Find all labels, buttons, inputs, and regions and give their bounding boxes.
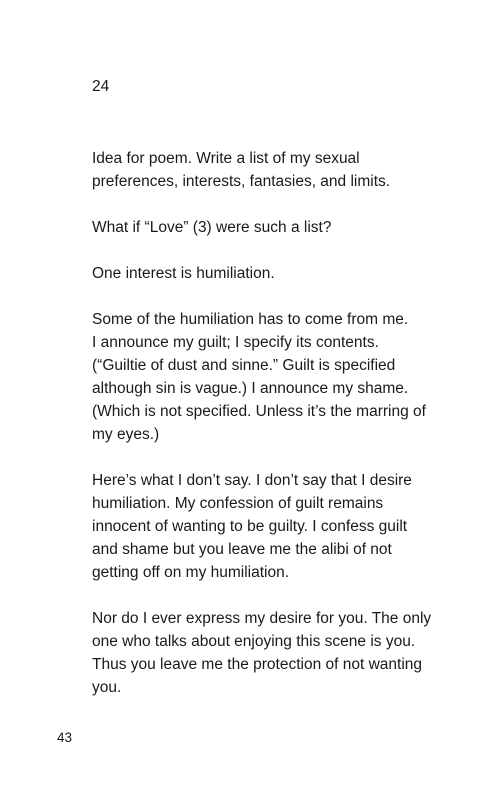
text-line: Thus you leave me the protection of not wanting (92, 656, 423, 673)
paragraph-2 (92, 216, 452, 239)
text-line: Some of the humiliation has to come from me. (92, 311, 409, 328)
text-line: What if “Love” (3) were such a list? (92, 219, 332, 236)
paragraph-1 (92, 147, 452, 193)
text-line: getting off on my humiliation. (92, 564, 290, 581)
body-text (92, 147, 452, 699)
text-line: one who talks about enjoying this scene is you. (92, 633, 416, 650)
text-line: (“Guiltie of dust and sinne.” Guilt is specified (92, 357, 396, 374)
text-line: I announce my guilt; I specify its contents. (92, 334, 379, 351)
text-line: preferences, interests, fantasies, and limits. (92, 173, 391, 190)
page-number: 43 (57, 730, 73, 745)
section-number: 24 (92, 78, 110, 95)
text-line: Idea for poem. Write a list of my sexual (92, 150, 360, 167)
paragraph-3 (92, 262, 452, 285)
text-line: Here’s what I don’t say. I don’t say that I desire (92, 472, 412, 489)
text-line: Nor do I ever express my desire for you. The only (92, 610, 432, 627)
text-line: my eyes.) (92, 426, 160, 443)
text-line: humiliation. My confession of guilt remains (92, 495, 384, 512)
text-line: and shame but you leave me the alibi of not (92, 541, 392, 558)
paragraph-4 (92, 308, 452, 446)
text-line: although sin is vague.) I announce my shame. (92, 380, 409, 397)
paragraph-5 (92, 469, 452, 584)
paragraph-6 (92, 607, 452, 699)
text-line: (Which is not specified. Unless it’s the marring of (92, 403, 426, 420)
text-line: innocent of wanting to be guilty. I confess guilt (92, 518, 408, 535)
text-line: you. (92, 679, 122, 696)
text-line: One interest is humiliation. (92, 265, 275, 282)
